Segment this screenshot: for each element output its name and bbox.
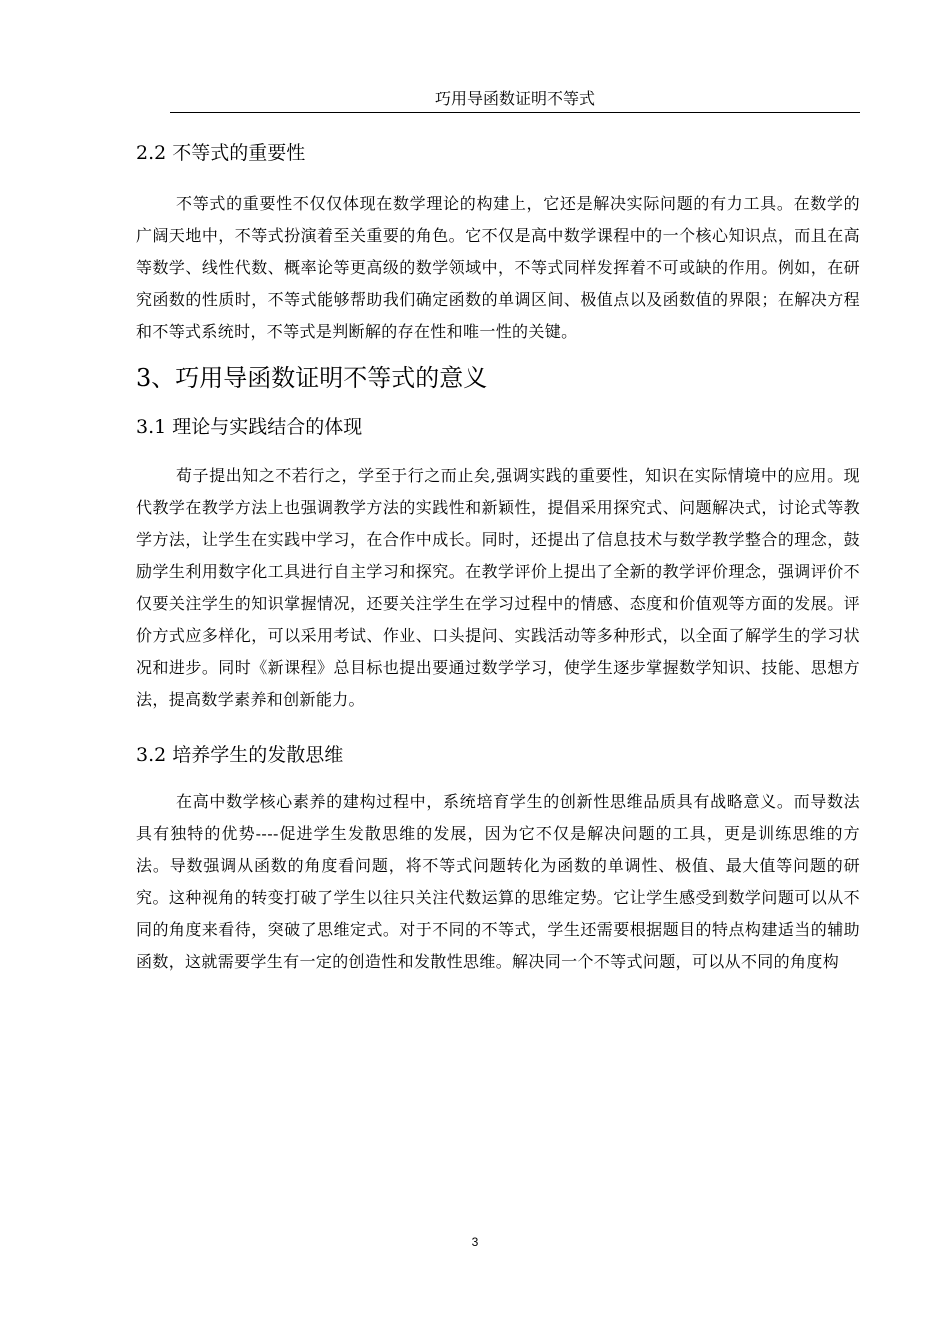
running-header: 巧用导函数证明不等式	[170, 88, 860, 113]
paragraph-3-2: 在高中数学核心素养的建构过程中，系统培育学生的创新性思维品质具有战略意义。而导数法具有独特的优势----促进学生发散思维的发展，因为它不仅是解决问题的工具，更是训练思维的方法。导数强调从函数的角度看问题，将不等式问题转化为函数的单调性、极值、最大值等问题的研究。这种视角的转变打破了学生以往只关注代数运算的思维定势。它让学生感受到数学问题可以从不同的角度来看待，突破了思维定式。对于不同的不等式，学生还需要根据题目的特点构建适当的辅助函数，这就需要学生有一定的创造性和发散性思维。解决同一个不等式问题，可以从不同的角度构	[136, 792, 860, 971]
chapter-heading-3: 3、巧用导函数证明不等式的意义	[136, 364, 488, 392]
page-body	[136, 140, 860, 978]
paragraph-2-2: 不等式的重要性不仅仅体现在数学理论的构建上，它还是解决实际问题的有力工具。在数学的广阔天地中，不等式扮演着至关重要的角色。它不仅是高中数学课程中的一个核心知识点，而且在高等数学、线性代数、概率论等更高级的数学领域中，不等式同样发挥着不可或缺的作用。例如，在研究函数的性质时，不等式能够帮助我们确定函数的单调区间、极值点以及函数值的界限；在解决方程和不等式系统时，不等式是判断解的存在性和唯一性的关键。	[136, 194, 860, 341]
section-heading-2-2: 2.2 不等式的重要性	[136, 142, 306, 164]
page-number: 3	[471, 1235, 479, 1249]
section-heading-3-1: 3.1 理论与实践结合的体现	[136, 416, 363, 438]
paragraph-3-1: 荀子提出知之不若行之，学至于行之而止矣,强调实践的重要性，知识在实际情境中的应用。现代教学在教学方法上也强调教学方法的实践性和新颖性，提倡采用探究式、问题解决式，讨论式等教学方法，让学生在实践中学习，在合作中成长。同时，还提出了信息技术与数学教学整合的理念，鼓励学生利用数字化工具进行自主学习和探究。在教学评价上提出了全新的教学评价理念，强调评价不仅要关注学生的知识掌握情况，还要关注学生在学习过程中的情感、态度和价值观等方面的发展。评价方式应多样化，可以采用考试、作业、口头提问、实践活动等多种形式，以全面了解学生的学习状况和进步。同时《新课程》总目标也提出要通过数学学习，使学生逐步掌握数学知识、技能、思想方法，提高数学素养和创新能力。	[136, 466, 860, 709]
section-heading-3-2: 3.2 培养学生的发散思维	[136, 744, 344, 766]
